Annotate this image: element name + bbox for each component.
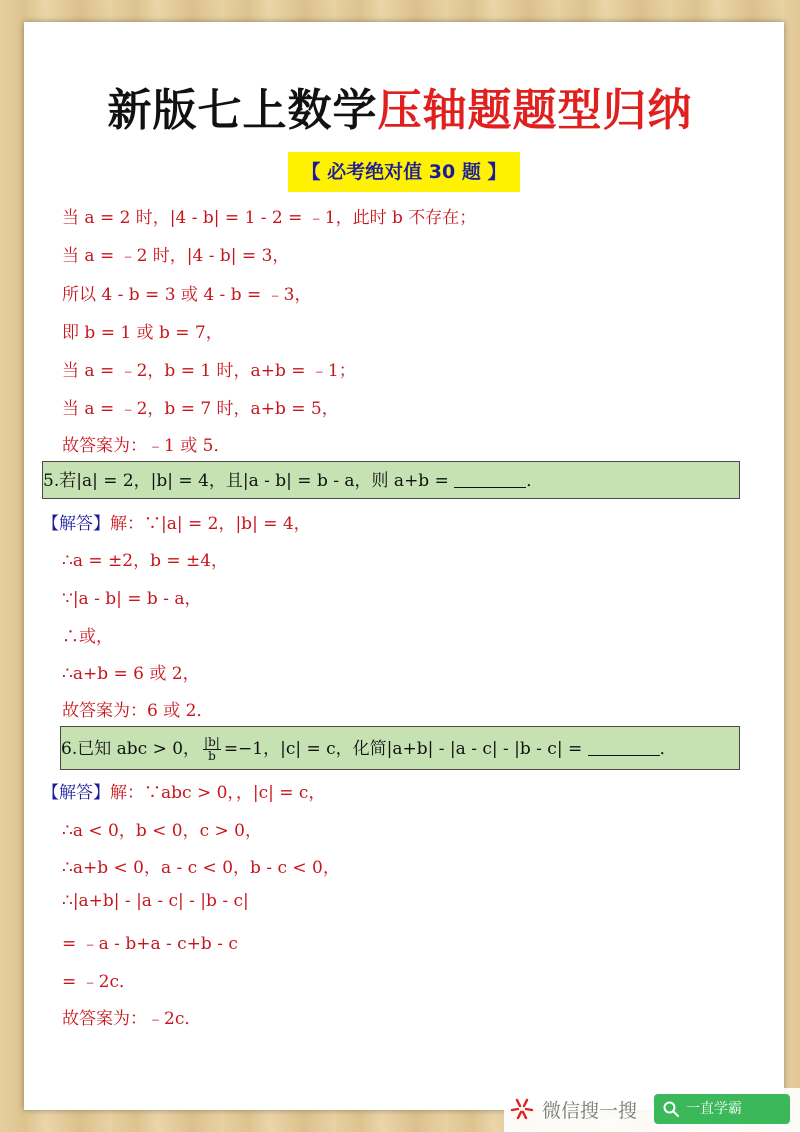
solution-line: 故答案为：6 或 2． [62,701,214,721]
search-account-label: 一直学霸 [686,1101,742,1117]
answer-blank [454,473,526,488]
question-6-end: ． [659,739,677,759]
question-5-text: 5.若|a| = 2，|b| = 4，且|a - b| = b - a，则 a+b = [43,471,455,491]
solution-line: = ﹣a - b+a - c+b - c [62,934,238,954]
search-account-button[interactable] [654,1094,790,1124]
solution-line: ∴a = ±2，b = ±4， [62,551,229,571]
subtitle-banner: 【 必考绝对值 30 题 】 [288,152,520,192]
title-black-part: 新版七上数学 [107,85,378,136]
solution-line: 当 a = ﹣2，b = 7 时，a+b = 5， [62,399,339,419]
title-red-part: 压轴题题型归纳 [377,85,693,136]
solution-line: 故答案为：﹣2c． [62,1009,202,1029]
solution-line: 即 b = 1 或 b = 7， [62,323,223,343]
question-6-suffix: =−1，|c| = c，化简|a+b| - |a - c| - |b - c| = [223,739,588,759]
answer-label: 【解答】 [42,783,110,803]
answer-6-intro: 解：∵abc > 0，，|c| = c， [110,783,326,803]
solution-line: ∴a+b = 6 或 2， [62,664,200,684]
solution-line: 当 a = ﹣2，b = 1 时，a+b = ﹣1； [62,361,356,381]
solution-line: 故答案为：﹣1 或 5． [62,436,231,456]
answer-blank [588,741,660,756]
solution-line: ∴a < 0，b < 0，c > 0， [62,821,262,841]
question-6-prefix: 6.已知 abc > 0， [61,739,201,759]
search-icon [662,1100,680,1118]
fraction [203,736,221,763]
solution-line: ∴或， [62,627,113,647]
page-title [0,74,800,138]
solution-line: 所以 4 - b = 3 或 4 - b = ﹣3， [62,285,312,305]
watermark-text: 微信搜一搜 [542,1100,638,1122]
solution-line: ∵|a - b| = b - a， [62,589,202,609]
solution-line: 当 a = ﹣2 时，|4 - b| = 3， [62,246,290,266]
fraction-numerator: |b| [204,735,220,749]
solution-line: = ﹣2c． [62,972,136,992]
solution-line: ∴|a+b| - |a - c| - |b - c| [62,891,249,911]
solution-line: 当 a = 2 时，|4 - b| = 1 - 2 = ﹣1，此时 b 不存在； [62,208,477,228]
solution-line: ∴a+b < 0，a - c < 0，b - c < 0， [62,858,340,878]
answer-5-intro: 解：∵|a| = 2，|b| = 4， [110,514,311,534]
question-6-box [60,726,740,770]
answer-5-first-line [42,509,311,534]
question-5-end: ． [526,471,544,491]
question-5-box [42,461,740,499]
answer-6-first-line [42,778,325,803]
wechat-search-icon [508,1095,536,1123]
fraction-denominator: b [208,749,216,763]
answer-label: 【解答】 [42,514,110,534]
